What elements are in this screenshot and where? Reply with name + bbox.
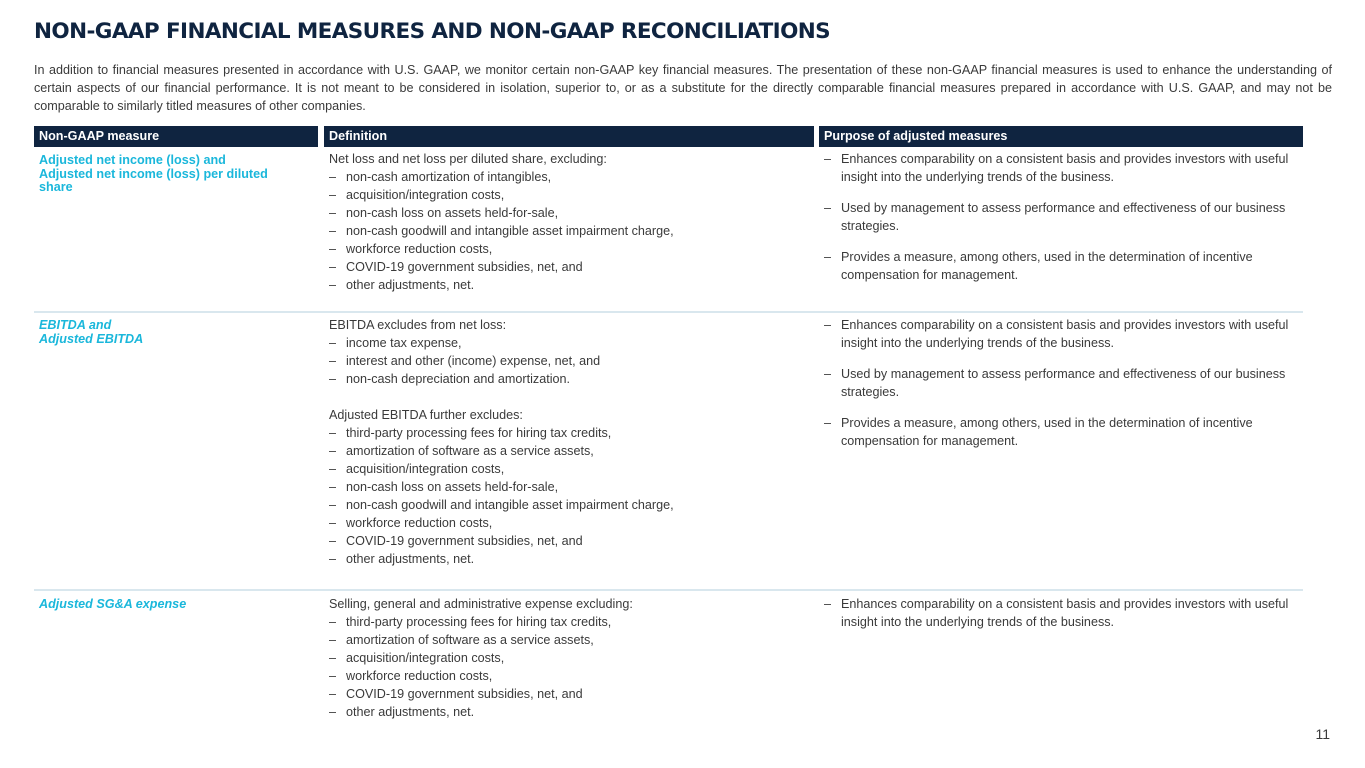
definition-intro: Adjusted EBITDA further excludes: <box>329 408 523 422</box>
definition-item: – amortization of software as a service assets, <box>329 442 799 460</box>
measure-line: EBITDA and <box>39 318 112 332</box>
measure-line: share <box>39 180 73 194</box>
measure-adjusted-net-income <box>39 154 309 195</box>
definition-item: – interest and other (income) expense, net, and <box>329 352 799 370</box>
definition-item: – non-cash goodwill and intangible asset impairment charge, <box>329 496 799 514</box>
definition-item: – other adjustments, net. <box>329 703 799 721</box>
row-divider <box>34 311 1303 313</box>
purpose-item: – Provides a measure, among others, used in the determination of incentive compensation for management. <box>824 248 1294 284</box>
purpose-item: – Used by management to assess performance and effectiveness of our business strategies. <box>824 365 1294 401</box>
definition-item: – third-party processing fees for hiring tax credits, <box>329 424 799 442</box>
definition-adjusted-net-income <box>329 150 799 294</box>
definition-item: – income tax expense, <box>329 334 799 352</box>
definition-item: – non-cash goodwill and intangible asset impairment charge, <box>329 222 799 240</box>
row-divider <box>34 589 1303 591</box>
measure-ebitda <box>39 319 309 346</box>
purpose-item: – Enhances comparability on a consistent basis and provides investors with useful insight into the underlying trends of the business. <box>824 595 1294 631</box>
purpose-item: – Enhances comparability on a consistent basis and provides investors with useful insight into the underlying trends of the business. <box>824 316 1294 352</box>
purpose-item: – Used by management to assess performance and effectiveness of our business strategies. <box>824 199 1294 235</box>
measure-adjusted-sga <box>39 598 309 612</box>
measure-line: Adjusted EBITDA <box>39 331 144 346</box>
definition-item: – workforce reduction costs, <box>329 514 799 532</box>
definition-item: – third-party processing fees for hiring tax credits, <box>329 613 799 631</box>
measure-line: Adjusted net income (loss) and <box>39 153 226 167</box>
definition-item: – workforce reduction costs, <box>329 667 799 685</box>
intro-paragraph: In addition to financial measures presented in accordance with U.S. GAAP, we monitor certain non-GAAP key financial measures. The presentation of these non-GAAP financial measures is used to enhance the understanding of certain aspects of our financial performance. It is not meant to be considered in isolation, superior to, or as a substitute for the directly comparable financial measures prepared in accordance with U.S. GAAP, and may not be comparable to similarly titled measures of other companies. <box>34 63 1332 113</box>
definition-item: – amortization of software as a service assets, <box>329 631 799 649</box>
definition-intro: Net loss and net loss per diluted share, excluding: <box>329 152 607 166</box>
page-number: 11 <box>1315 726 1330 742</box>
definition-intro: EBITDA excludes from net loss: <box>329 318 507 332</box>
purpose-item: – Provides a measure, among others, used in the determination of incentive compensation for management. <box>824 414 1294 450</box>
definition-item: – non-cash loss on assets held-for-sale, <box>329 204 799 222</box>
measure-line: Adjusted SG&A expense <box>39 597 187 611</box>
definition-adjusted-sga <box>329 595 799 721</box>
header-definition: Definition <box>324 126 814 147</box>
definition-item: – non-cash loss on assets held-for-sale, <box>329 478 799 496</box>
header-non-gaap-measure: Non-GAAP measure <box>34 126 318 147</box>
definition-item: – acquisition/integration costs, <box>329 649 799 667</box>
definition-spacer <box>329 388 799 406</box>
definition-item: – other adjustments, net. <box>329 276 799 294</box>
definition-item: – non-cash depreciation and amortization. <box>329 370 799 388</box>
definition-item: – non-cash amortization of intangibles, <box>329 168 799 186</box>
definition-ebitda <box>329 316 799 568</box>
definition-item: – COVID-19 government subsidies, net, and <box>329 532 799 550</box>
definition-intro: Selling, general and administrative expense excluding: <box>329 597 633 611</box>
definition-item: – COVID-19 government subsidies, net, and <box>329 685 799 703</box>
definition-item: – acquisition/integration costs, <box>329 460 799 478</box>
purpose-adjusted-sga <box>824 595 1294 644</box>
purpose-adjusted-net-income <box>824 150 1294 297</box>
page-title: NON-GAAP FINANCIAL MEASURES AND NON-GAAP RECONCILIATIONS <box>34 19 831 44</box>
measure-line: Adjusted net income (loss) per diluted <box>39 166 268 181</box>
header-purpose: Purpose of adjusted measures <box>819 126 1303 147</box>
definition-item: – other adjustments, net. <box>329 550 799 568</box>
purpose-item: – Enhances comparability on a consistent basis and provides investors with useful insight into the underlying trends of the business. <box>824 150 1294 186</box>
definition-item: – workforce reduction costs, <box>329 240 799 258</box>
definition-item: – acquisition/integration costs, <box>329 186 799 204</box>
purpose-ebitda <box>824 316 1294 463</box>
definition-item: – COVID-19 government subsidies, net, and <box>329 258 799 276</box>
